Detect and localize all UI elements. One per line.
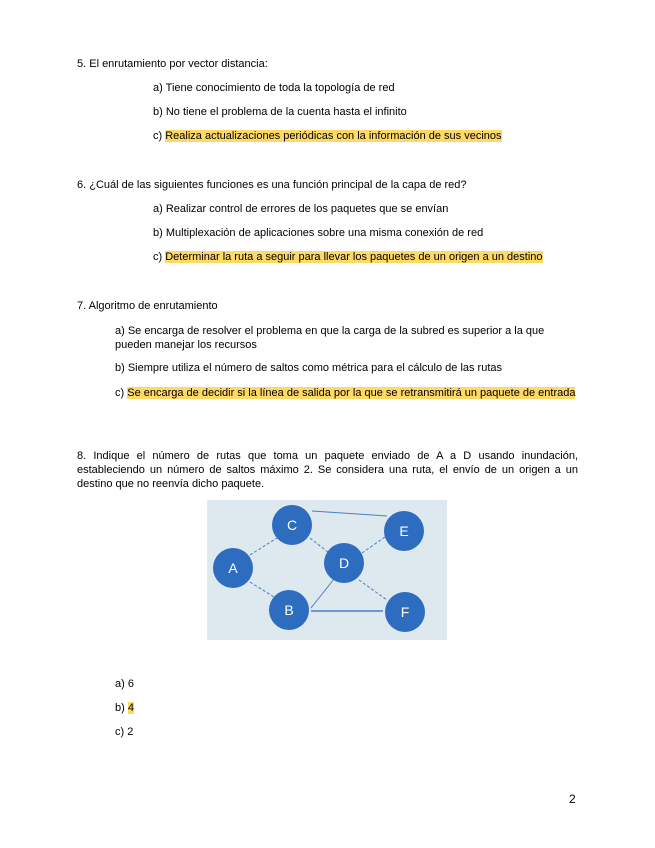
page-number: 2 <box>569 792 576 806</box>
highlighted-answer: Determinar la ruta a seguir para llevar los paquetes de un origen a un destino <box>165 251 543 263</box>
svg-text:C: C <box>286 517 298 533</box>
node-c <box>272 505 312 545</box>
q5-option-b: b) No tiene el problema de la cuenta hasta el infinito <box>153 106 407 118</box>
network-diagram <box>207 500 447 640</box>
svg-text:D: D <box>338 555 350 571</box>
highlighted-answer: Se encarga de decidir si la línea de salida por la que se retransmitirá un paquete de entrada <box>127 387 576 399</box>
node-f <box>385 592 425 632</box>
q5-option-a: a) Tiene conocimiento de toda la topología de red <box>153 82 395 94</box>
q6-option-c: c) Determinar la ruta a seguir para llevar los paquetes de un origen a un destino <box>153 251 543 263</box>
question-6: 6. ¿Cuál de las siguientes funciones es una función principal de la capa de red? <box>77 179 467 191</box>
svg-text:E: E <box>399 523 409 539</box>
node-b <box>269 590 309 630</box>
q7-option-c: c) Se encarga de decidir si la línea de salida por la que se retransmitirá un paquete de entrada <box>115 387 576 399</box>
q8-option-c: c) 2 <box>115 726 134 738</box>
node-d <box>324 543 364 583</box>
q6-option-a: a) Realizar control de errores de los paquetes que se envían <box>153 203 449 215</box>
svg-text:F: F <box>400 604 410 620</box>
highlighted-answer: Realiza actualizaciones periódicas con la información de sus vecinos <box>165 130 502 142</box>
q8-option-b: b) 4 <box>115 702 134 714</box>
node-a <box>213 548 253 588</box>
question-7: 7. Algoritmo de enrutamiento <box>77 300 218 312</box>
q8-option-a: a) 6 <box>115 678 134 690</box>
svg-text:A: A <box>228 560 238 576</box>
q7-option-a: a) Se encarga de resolver el problema en que la carga de la subred es superior a la que pueden manejar los recursos <box>115 325 545 351</box>
node-e <box>384 511 424 551</box>
q5-option-c: c) Realiza actualizaciones periódicas con la información de sus vecinos <box>153 130 502 142</box>
q7-option-b: b) Siempre utiliza el número de saltos como métrica para el cálculo de las rutas <box>115 362 503 374</box>
svg-text:B: B <box>284 602 294 618</box>
highlighted-answer: 4 <box>127 702 134 714</box>
question-8: 8. Indique el número de rutas que toma un paquete enviado de A a D usando inundación, estableciendo un número de saltos máximo 2. Se considera una ruta, el envío de un origen a un destino que no reenvía dicho paquete. <box>77 450 578 490</box>
question-5: 5. El enrutamiento por vector distancia: <box>77 58 268 70</box>
q6-option-b: b) Multiplexación de aplicaciones sobre una misma conexión de red <box>153 227 484 239</box>
